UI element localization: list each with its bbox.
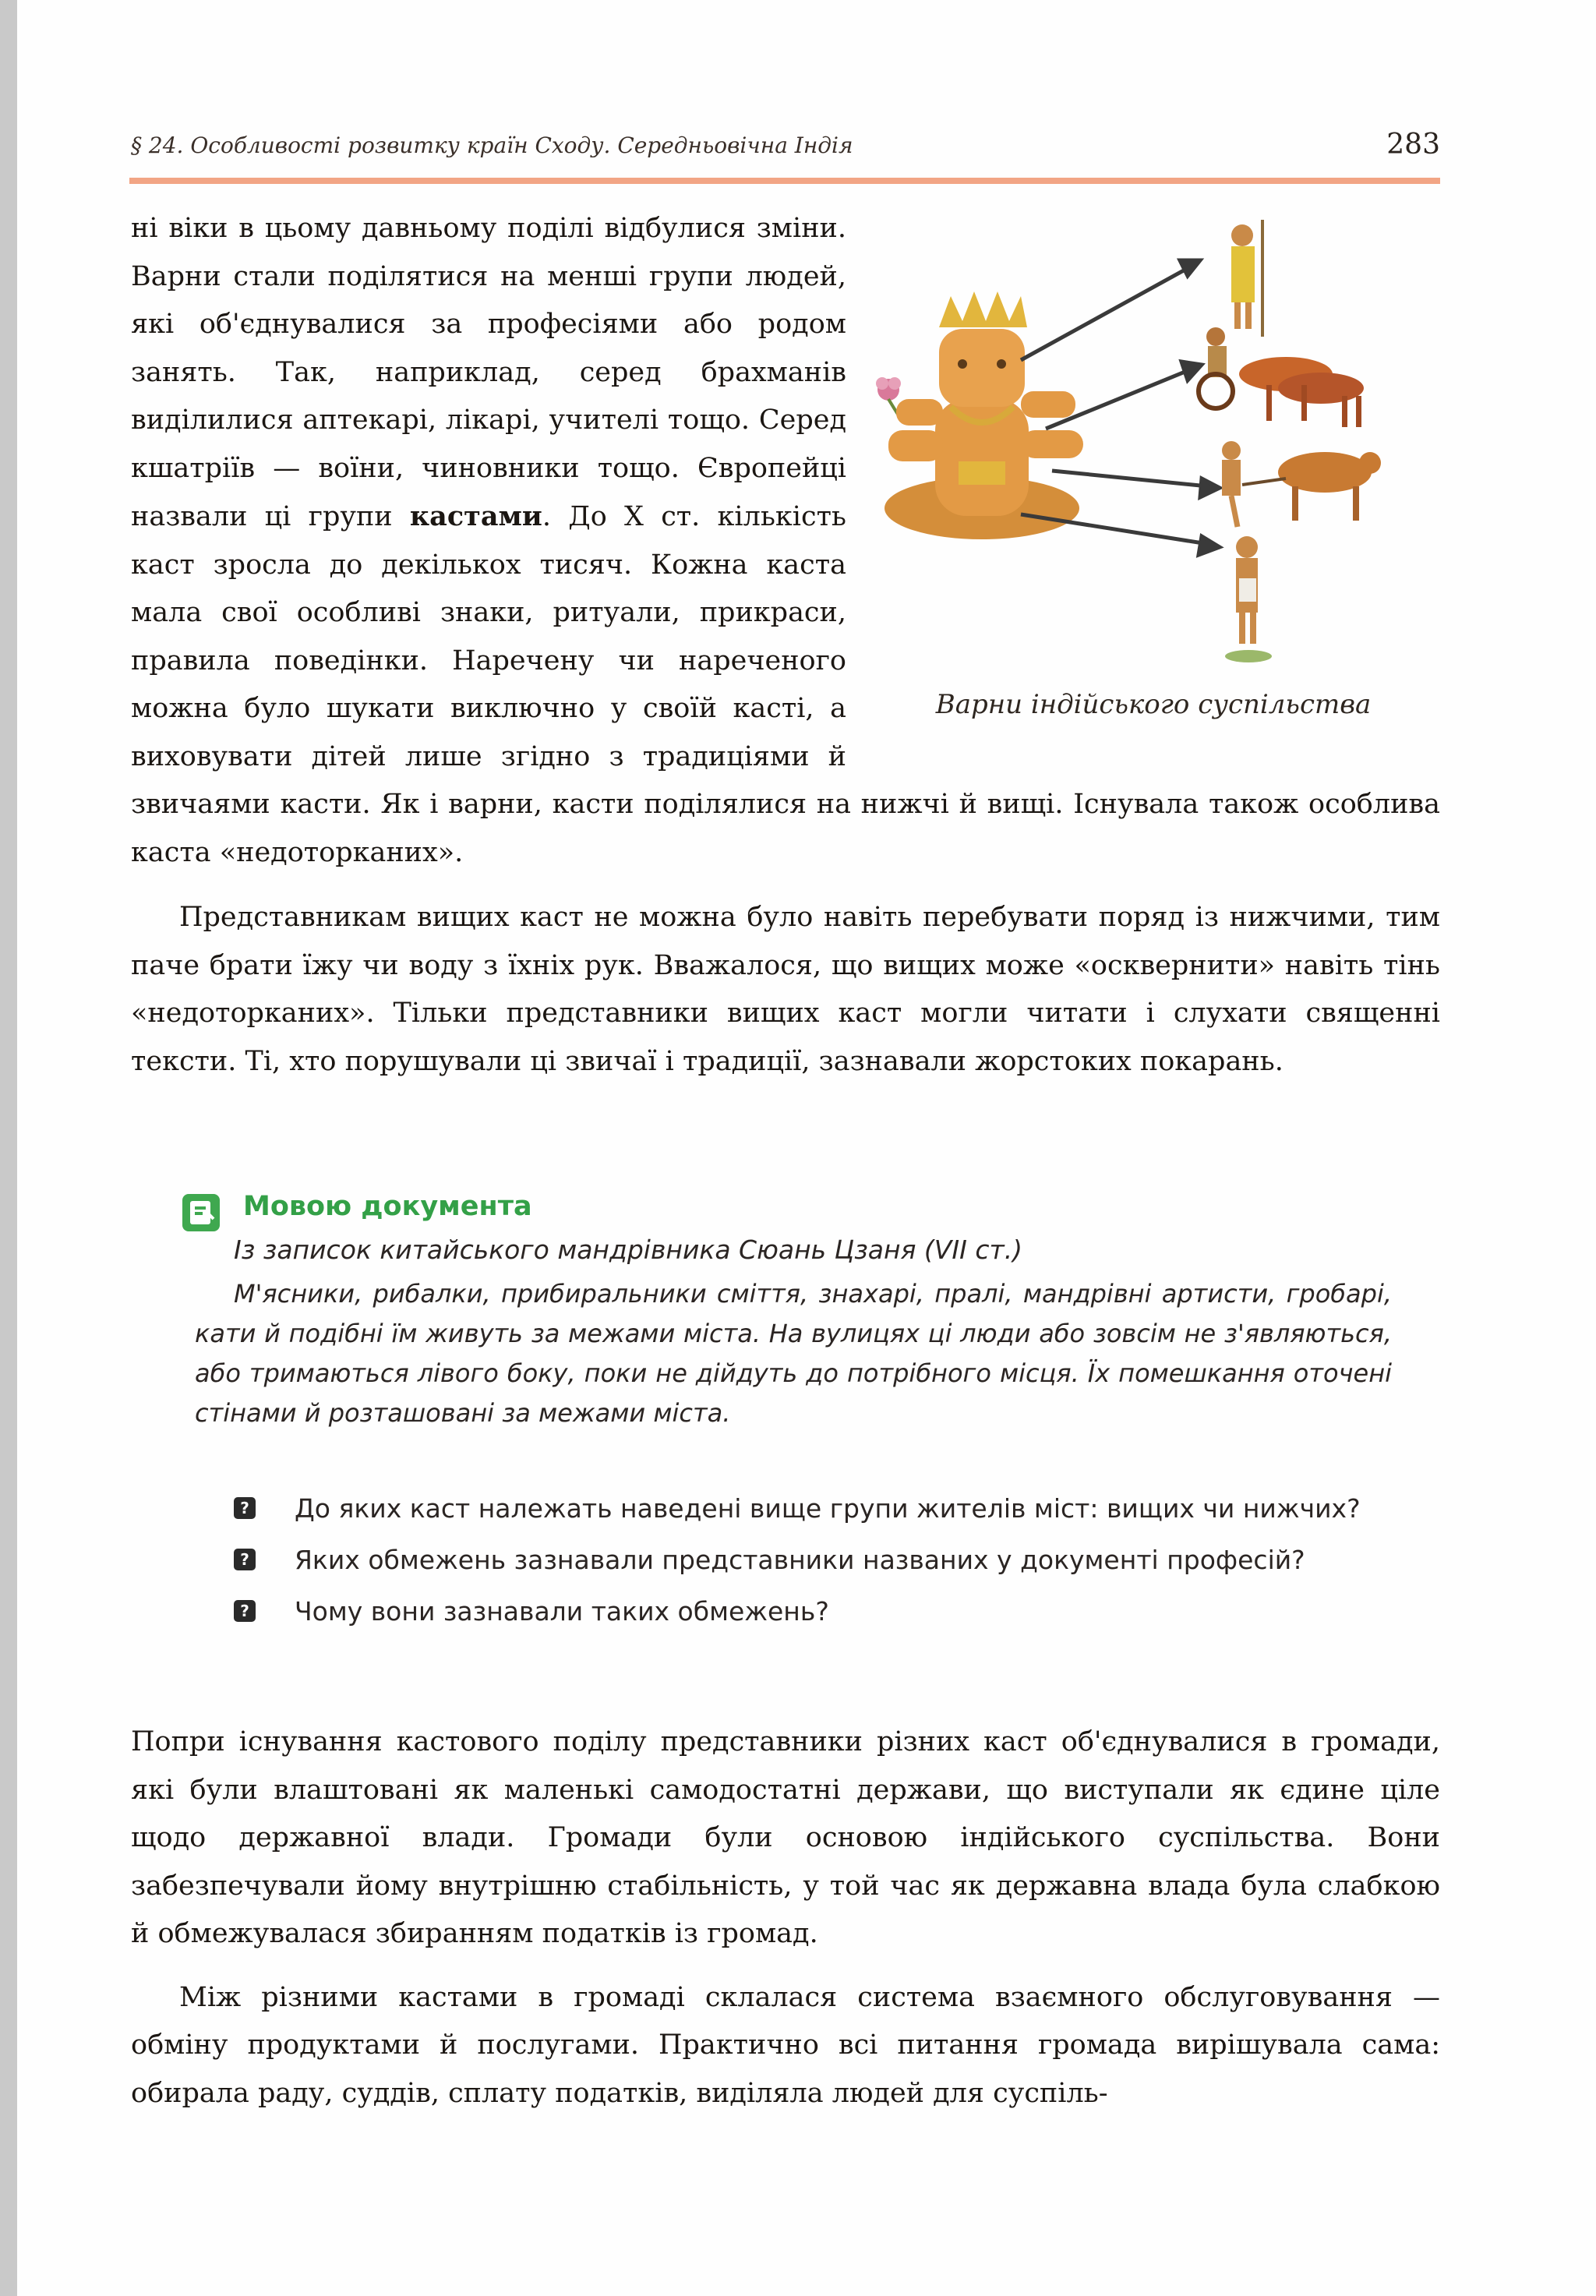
untouchables-paragraph: Представникам вищих каст не можна було навіть перебувати поряд із нижчими, тим паче брати їжу чи воду з їхніх рук. Вважалося, що вищих може «осквернити» навіть тінь «недоторканих». Тільки представники вищих каст могли читати і слухати священні тексти. Ті, хто порушували ці звичаї і традиції, зазнавали жорстоких покарань.	[131, 902, 1440, 1077]
intro-part2: . До X ст. кількість каст зросла до декількох тисяч. Кожна каста мала свої особливі знаки, ритуали, прикраси, правила поведінки. Наречену чи нареченого можна було шукати виключно у своїй касті, а виховувати дітей лише згідно з традиціями й звичаями касти. Як і варни, касти поділялися на нижчі й вищі. Існувала також особлива каста «недоторканих».	[131, 501, 1440, 868]
document-title: Мовою документа	[243, 1191, 532, 1222]
question-icon: ?	[234, 1600, 256, 1622]
communities-paragraph: Попри існування кастового поділу представники різних каст об'єднувалися в громади, які були влаштовані як маленькі самодостатні держави, що виступали як єдине ціле щодо державної влади. Громади були основою індійського суспільства. Вони забезпечували йому внутрішню стабільність, у той час як державна влада була слабкою й обмежувалася збиранням податків із громад.	[131, 1726, 1440, 1949]
question-text: До яких каст належать наведені вище групи жителів міст: вищих чи нижчих?	[295, 1493, 1361, 1524]
question-list	[234, 1489, 1387, 1643]
header-rule	[129, 178, 1440, 184]
castes-bold: кастами	[409, 500, 542, 532]
running-title: § 24. Особливості розвитку країн Сходу. Середньовічна Індія	[131, 132, 853, 158]
services-paragraph: Між різними кастами в громаді склалася система взаємного обслуговування — обміну продуктами й послугами. Практично всі питання громада вирішувала сама: обирала раду, суддів, сплату податків, виділяла людей для суспіль-	[131, 1981, 1440, 2109]
intro-part1: ні віки в цьому давньому поділі відбулися зміни. Варни стали поділятися на менші групи людей, які об'єднувалися за професіями або родом занять. Так, наприклад, серед брахманів виділилися аптекарі, лікарі, учителі тощо. Серед кшатріїв — воїни, чиновники тощо. Європейці назвали ці групи	[131, 213, 846, 532]
figure-caption: Варни індійського суспільства	[935, 689, 1372, 720]
page-edge	[0, 0, 17, 2296]
document-source: Із записок китайського мандрівника Сюань Цзаня (VII ст.)	[234, 1235, 1023, 1265]
question-item	[234, 1591, 1387, 1632]
document-icon	[181, 1192, 221, 1233]
question-item	[234, 1540, 1387, 1581]
figure-space	[846, 205, 1440, 735]
lower-text	[131, 1718, 1440, 2118]
intro-wrap	[131, 205, 1440, 1086]
question-text: Чому вони зазнавали таких обмежень?	[295, 1596, 829, 1627]
document-quote: М'ясники, рибалки, прибиральники сміття, знахарі, пралі, мандрівні артисти, гробарі, кати й подібні їм живуть за межами міста. На вулицях ці люди або зовсім не з'являються, або тримаються лівого боку, поки не дійдуть до потрібного місця. Їх помешкання оточені стінами й розташовані за межами міста.	[195, 1279, 1392, 1428]
question-item	[234, 1489, 1387, 1529]
question-text: Яких обмежень зазнавали представники названих у документі професій?	[295, 1545, 1305, 1575]
question-icon: ?	[234, 1549, 256, 1570]
page-number: 283	[1386, 129, 1440, 161]
question-icon: ?	[234, 1497, 256, 1519]
